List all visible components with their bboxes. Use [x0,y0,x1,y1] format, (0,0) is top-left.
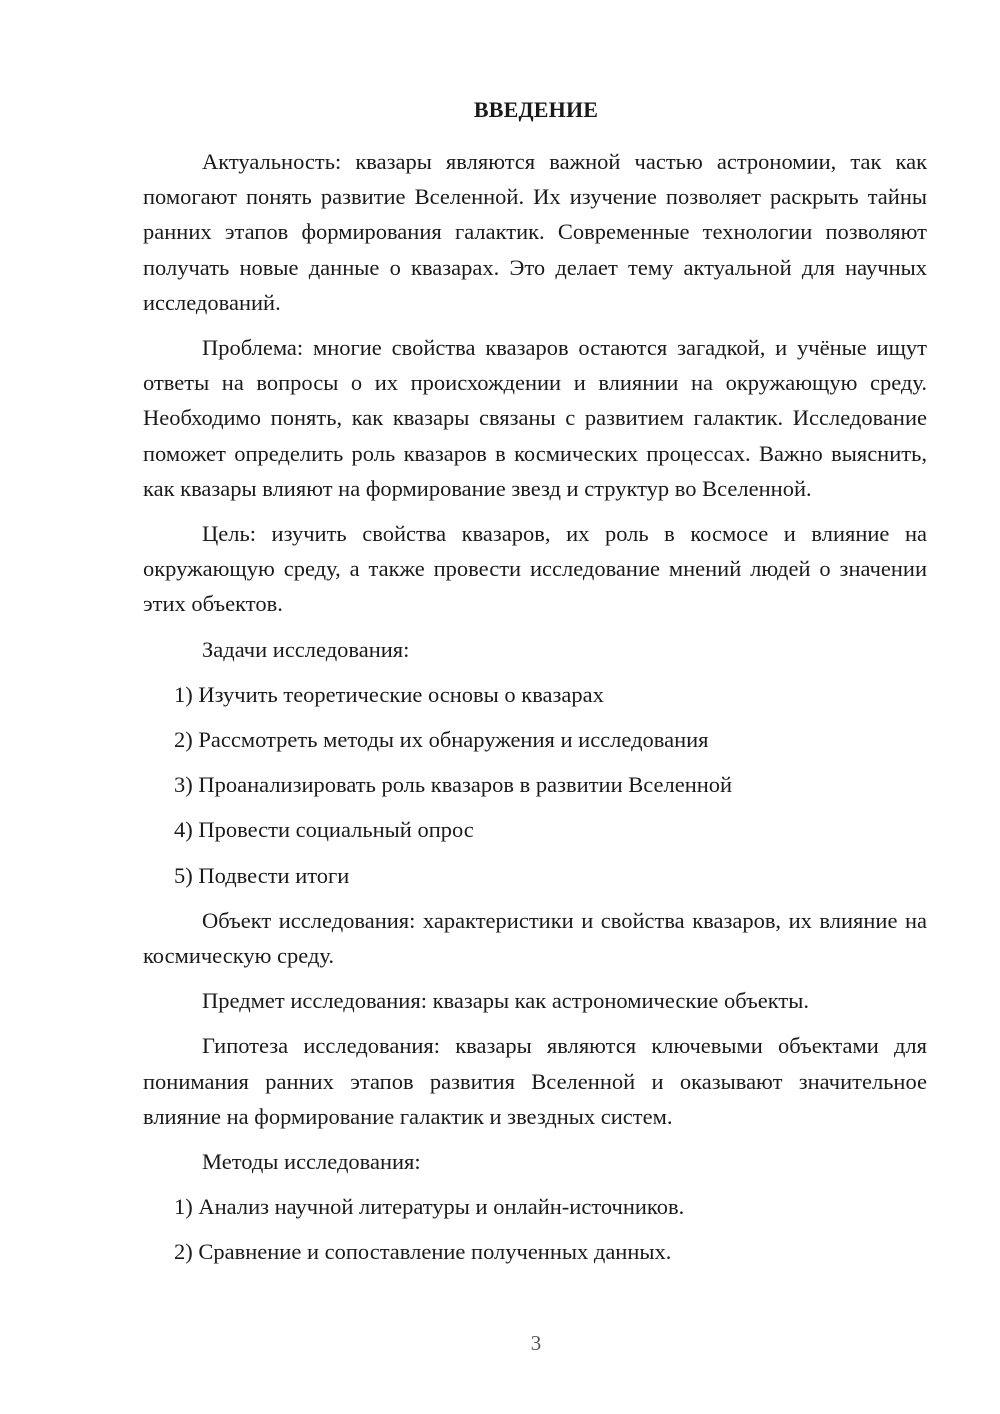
methods-title: Методы исследования: [202,1149,421,1175]
task-item: 2) Рассмотреть методы их обнаружения и исследования [174,727,709,753]
object-paragraph: Объект исследования: характеристики и свойства квазаров, их влияние на космическую среду. [143,907,927,969]
goal-paragraph: Цель: изучить свойства квазаров, их роль в космосе и влияние на окружающую среду, а также провести исследование мнений людей о значении этих объектов. [143,521,927,617]
tasks-title: Задачи исследования: [202,636,410,662]
task-item: 3) Проанализировать роль квазаров в развитии Вселенной [174,772,733,798]
relevance-paragraph: Актуальность: квазары являются важной частью астрономии, так как помогают понять развитие Вселенной. Их изучение позволяет раскрыть тайны ранних этапов формирования галактик. Современные технологии позволяют получать новые данные о квазарах. Это делает тему актуальной для научных исследований. [143,149,927,315]
subject-paragraph: Предмет исследования: квазары как астрономические объекты. [202,988,809,1014]
method-item: 2) Сравнение и сопоставление полученных данных. [174,1239,672,1265]
hypothesis-paragraph: Гипотеза исследования: квазары являются ключевыми объектами для понимания ранних этапов развития Вселенной и оказывают значительное влияние на формирование галактик и звездных систем. [143,1033,927,1129]
task-item: 1) Изучить теоретические основы о квазарах [174,681,604,707]
task-item: 4) Провести социальный опрос [174,817,474,843]
section-heading: ВВЕДЕНИЕ [473,97,599,122]
method-item: 1) Анализ научной литературы и онлайн-источников. [174,1194,685,1220]
problem-paragraph: Проблема: многие свойства квазаров остаются загадкой, и учёные ищут ответы на вопросы о их происхождении и влиянии на окружающую среду. Необходимо понять, как квазары связаны с развитием галактик. Исследование поможет определить роль квазаров в космических процессах. Важно выяснить, как квазары влияют на формирование звезд и структур во Вселенной. [143,335,927,501]
task-item: 5) Подвести итоги [174,862,350,888]
page-number: 3 [530,1331,542,1355]
page-content [143,144,927,1280]
